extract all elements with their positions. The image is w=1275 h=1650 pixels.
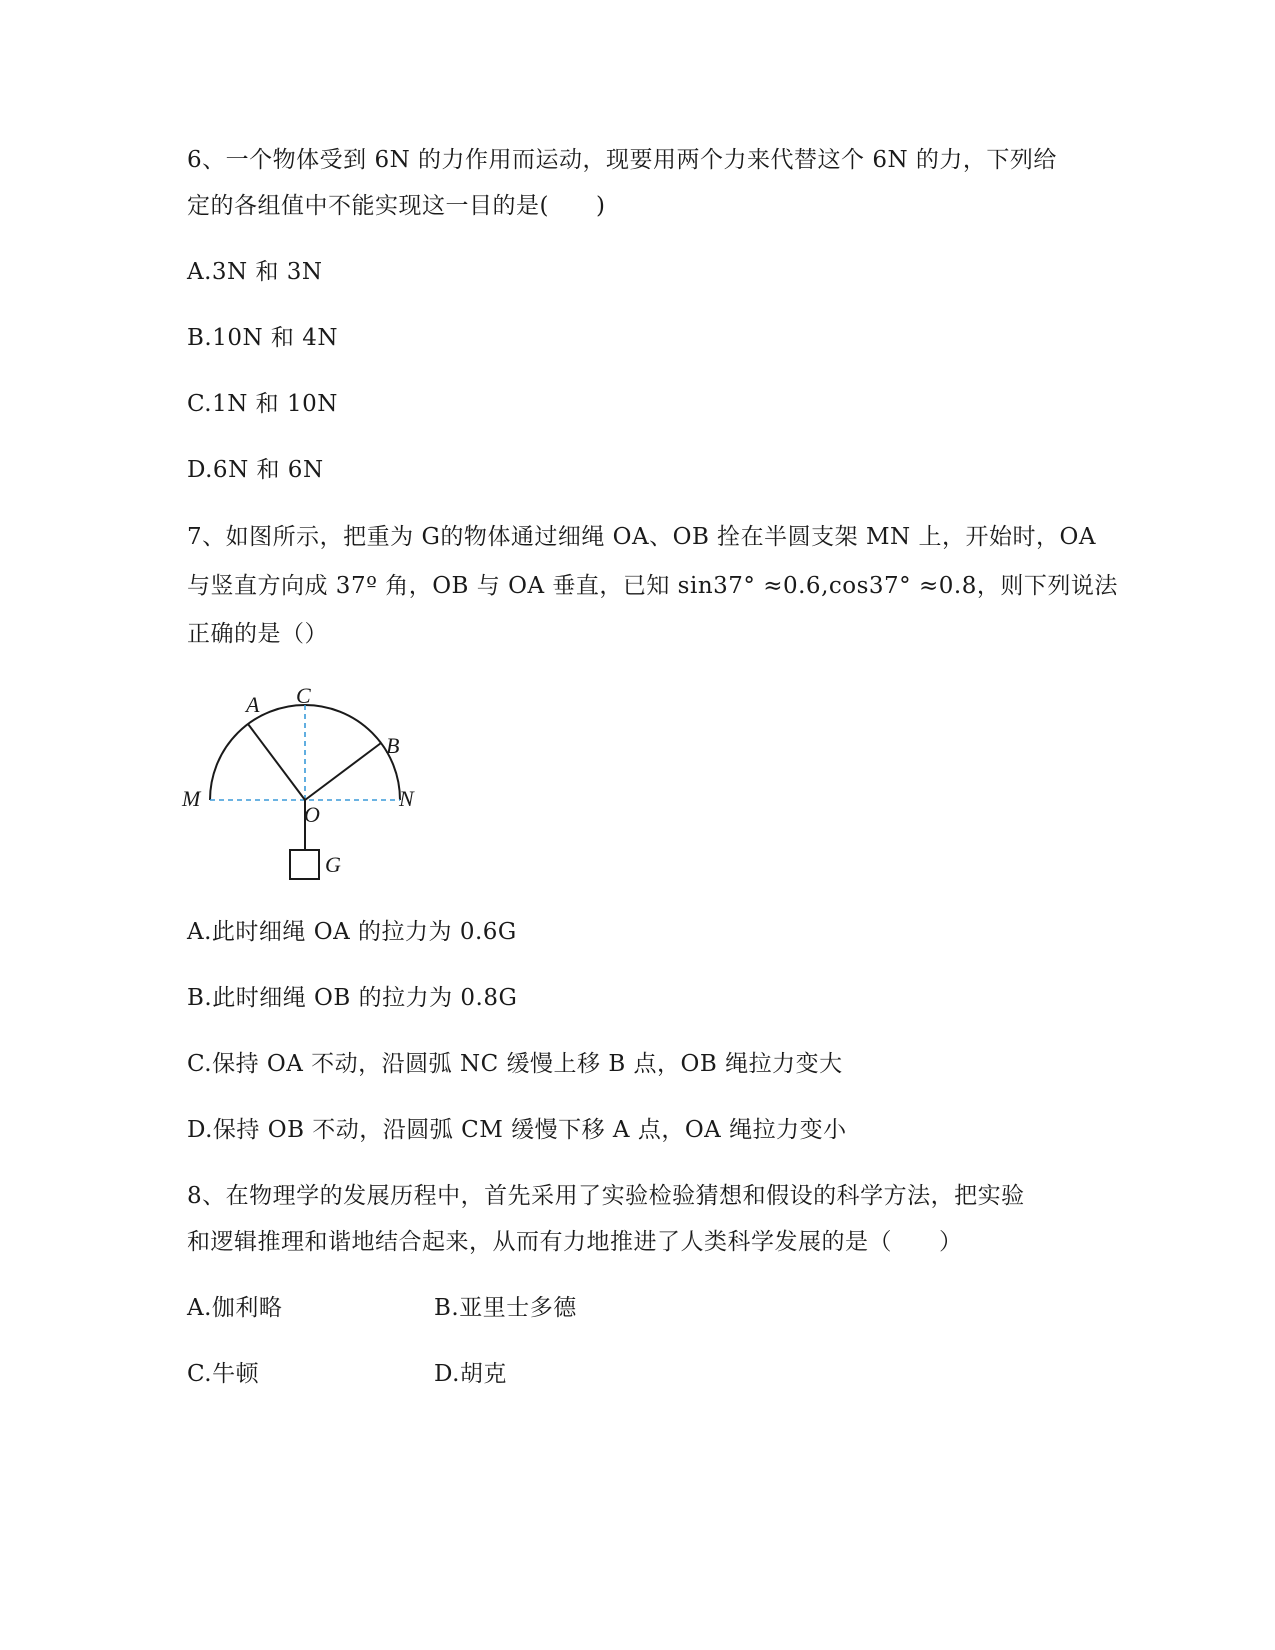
- weight-block: [290, 850, 319, 879]
- q6-option-a: A.3N 和 3N: [187, 259, 323, 285]
- rope-ob: [305, 743, 381, 800]
- q6-option-d: D.6N 和 6N: [187, 457, 324, 483]
- label-a: A: [246, 692, 260, 717]
- label-c: C: [296, 683, 311, 708]
- q7-stem-line3: 正确的是（）: [187, 621, 328, 647]
- q8-stem-line2: 和逻辑推理和谐地结合起来，从而有力地推进了人类科学发展的是（ ）: [187, 1229, 963, 1255]
- q8-option-a: A.伽利略: [187, 1295, 283, 1321]
- q6-option-c: C.1N 和 10N: [187, 391, 338, 417]
- q7-stem-line2: 与竖直方向成 37º 角，OB 与 OA 垂直，已知 sin37° ≈0.6,cos37° ≈0.8，则下列说法: [187, 573, 1118, 599]
- label-n: N: [399, 786, 414, 811]
- q6-option-b: B.10N 和 4N: [187, 325, 338, 351]
- q8-option-b: B.亚里士多德: [434, 1295, 577, 1321]
- rope-oa: [248, 724, 305, 800]
- q7-figure: [180, 680, 440, 890]
- q6-stem-line2: 定的各组值中不能实现这一目的是( ): [187, 193, 606, 219]
- q6-stem-line1: 6、一个物体受到 6N 的力作用而运动，现要用两个力来代替这个 6N 的力，下列给: [187, 147, 1057, 173]
- q8-option-c: C.牛顿: [187, 1361, 260, 1387]
- q7-option-c: C.保持 OA 不动，沿圆弧 NC 缓慢上移 B 点，OB 绳拉力变大: [187, 1051, 843, 1077]
- label-m: M: [182, 786, 201, 811]
- label-g: G: [325, 852, 341, 877]
- q8-option-d: D.胡克: [434, 1361, 507, 1387]
- q7-stem-line1: 7、如图所示，把重为 G的物体通过细绳 OA、OB 拴在半圆支架 MN 上，开始时，OA: [187, 524, 1096, 550]
- q8-stem-line1: 8、在物理学的发展历程中，首先采用了实验检验猜想和假设的科学方法，把实验: [187, 1183, 1025, 1209]
- q7-option-a: A.此时细绳 OA 的拉力为 0.6G: [187, 919, 517, 945]
- label-b: B: [386, 733, 400, 758]
- q7-option-d: D.保持 OB 不动，沿圆弧 CM 缓慢下移 A 点，OA 绳拉力变小: [187, 1117, 847, 1143]
- q7-option-b: B.此时细绳 OB 的拉力为 0.8G: [187, 985, 518, 1011]
- label-o: O: [304, 802, 320, 827]
